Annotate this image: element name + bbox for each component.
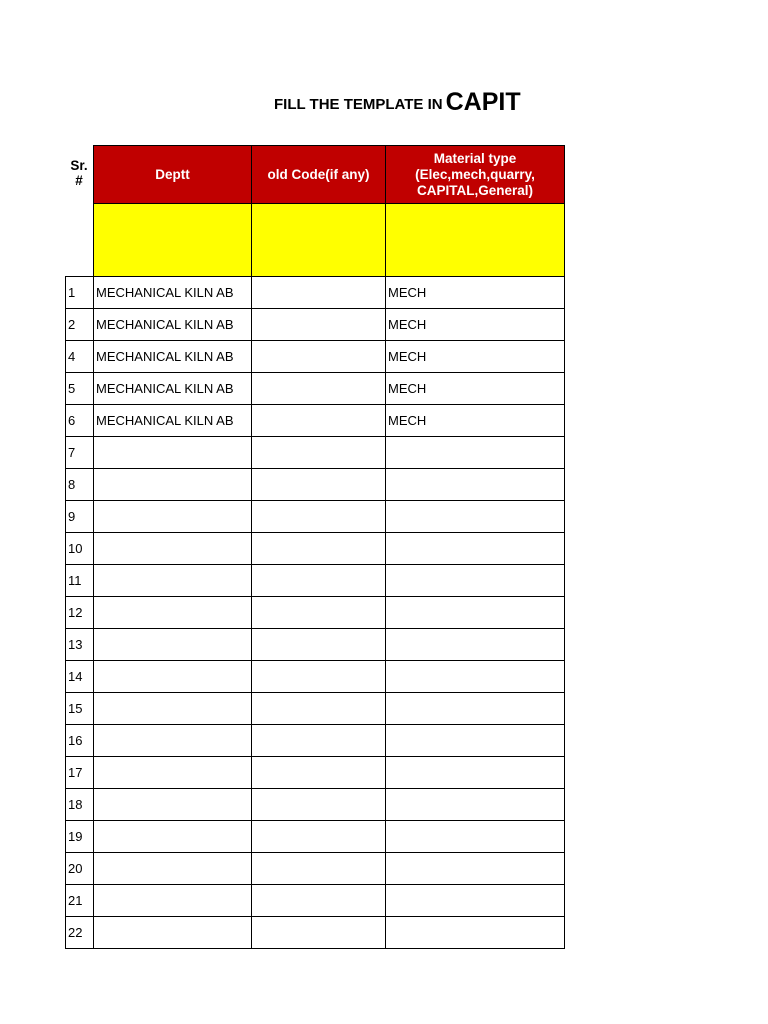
old-code-cell[interactable]: [252, 693, 386, 725]
deptt-cell[interactable]: [94, 821, 252, 853]
material-cell[interactable]: [386, 917, 565, 949]
header-old-code-label: old Code(if any): [267, 166, 370, 182]
deptt-cell[interactable]: [94, 469, 252, 501]
table-row: [66, 629, 565, 661]
sr-cell[interactable]: 16: [66, 725, 94, 757]
material-cell[interactable]: [386, 629, 565, 661]
deptt-cell[interactable]: [94, 565, 252, 597]
sr-cell[interactable]: 14: [66, 661, 94, 693]
header-material-type-line1: Material type: [433, 150, 517, 166]
sr-cell[interactable]: 22: [66, 917, 94, 949]
material-cell[interactable]: MECH: [386, 341, 565, 373]
sr-cell[interactable]: 13: [66, 629, 94, 661]
deptt-cell[interactable]: MECHANICAL KILN AB: [94, 309, 252, 341]
input-cell-material-type[interactable]: [385, 203, 565, 277]
deptt-cell[interactable]: [94, 789, 252, 821]
old-code-cell[interactable]: [252, 341, 386, 373]
deptt-cell[interactable]: [94, 853, 252, 885]
header-sr-line2: #: [75, 173, 83, 188]
material-cell[interactable]: [386, 821, 565, 853]
table-row: [66, 373, 565, 405]
old-code-cell[interactable]: [252, 437, 386, 469]
old-code-cell[interactable]: [252, 629, 386, 661]
header-old-code: [251, 145, 386, 204]
deptt-cell[interactable]: [94, 661, 252, 693]
old-code-cell[interactable]: [252, 405, 386, 437]
input-cell-old-code[interactable]: [251, 203, 386, 277]
deptt-cell[interactable]: MECHANICAL KILN AB: [94, 341, 252, 373]
old-code-cell[interactable]: [252, 501, 386, 533]
old-code-cell[interactable]: [252, 725, 386, 757]
material-cell[interactable]: [386, 469, 565, 501]
header-material-type-line2: (Elec,mech,quarry,: [415, 166, 535, 182]
sr-cell[interactable]: 17: [66, 757, 94, 789]
old-code-cell[interactable]: [252, 853, 386, 885]
deptt-cell[interactable]: [94, 757, 252, 789]
sr-cell[interactable]: 5: [66, 373, 94, 405]
material-cell[interactable]: [386, 501, 565, 533]
old-code-cell[interactable]: [252, 821, 386, 853]
table-row: [66, 661, 565, 693]
title-highlight: CAPIT: [445, 88, 521, 116]
table-row: [66, 277, 565, 309]
deptt-cell[interactable]: [94, 917, 252, 949]
header-deptt-label: Deptt: [155, 166, 190, 182]
header-deptt: [93, 145, 252, 204]
input-cell-deptt[interactable]: [93, 203, 252, 277]
table-row: [66, 469, 565, 501]
sr-cell[interactable]: 21: [66, 885, 94, 917]
table-row: [66, 565, 565, 597]
sr-cell[interactable]: 11: [66, 565, 94, 597]
sr-cell[interactable]: 8: [66, 469, 94, 501]
deptt-cell[interactable]: [94, 693, 252, 725]
old-code-cell[interactable]: [252, 917, 386, 949]
sr-cell[interactable]: 4: [66, 341, 94, 373]
table-row: [66, 501, 565, 533]
old-code-cell[interactable]: [252, 469, 386, 501]
title-prefix: FILL THE TEMPLATE IN: [274, 96, 443, 113]
old-code-cell[interactable]: [252, 533, 386, 565]
deptt-cell[interactable]: MECHANICAL KILN AB: [94, 405, 252, 437]
material-cell[interactable]: MECH: [386, 309, 565, 341]
material-cell[interactable]: [386, 885, 565, 917]
deptt-cell[interactable]: [94, 533, 252, 565]
old-code-cell[interactable]: [252, 565, 386, 597]
data-table: [65, 276, 565, 949]
old-code-cell[interactable]: [252, 277, 386, 309]
sr-cell[interactable]: 15: [66, 693, 94, 725]
material-cell[interactable]: MECH: [386, 405, 565, 437]
header-sr-number: [62, 158, 96, 188]
material-cell[interactable]: [386, 661, 565, 693]
deptt-cell[interactable]: [94, 501, 252, 533]
table-row: [66, 853, 565, 885]
deptt-cell[interactable]: [94, 437, 252, 469]
sr-cell[interactable]: 7: [66, 437, 94, 469]
sr-cell[interactable]: 19: [66, 821, 94, 853]
table-row: [66, 533, 565, 565]
table-row: [66, 405, 565, 437]
old-code-cell[interactable]: [252, 885, 386, 917]
material-cell[interactable]: [386, 725, 565, 757]
material-cell[interactable]: [386, 693, 565, 725]
sr-cell[interactable]: 6: [66, 405, 94, 437]
sr-cell[interactable]: 10: [66, 533, 94, 565]
table-row: [66, 693, 565, 725]
deptt-cell[interactable]: MECHANICAL KILN AB: [94, 373, 252, 405]
old-code-cell[interactable]: [252, 309, 386, 341]
table-row: [66, 757, 565, 789]
deptt-cell[interactable]: [94, 885, 252, 917]
material-cell[interactable]: [386, 789, 565, 821]
sr-cell[interactable]: 18: [66, 789, 94, 821]
sr-cell[interactable]: 9: [66, 501, 94, 533]
header-material-type: [385, 145, 565, 204]
table-row: [66, 341, 565, 373]
table-row: [66, 725, 565, 757]
material-cell[interactable]: [386, 853, 565, 885]
table-body: [66, 277, 565, 949]
material-cell[interactable]: [386, 437, 565, 469]
table-row: [66, 309, 565, 341]
page-title: [274, 88, 574, 122]
old-code-cell[interactable]: [252, 597, 386, 629]
table-row: [66, 821, 565, 853]
header-sr-line1: Sr.: [70, 158, 88, 173]
table-row: [66, 885, 565, 917]
material-cell[interactable]: MECH: [386, 373, 565, 405]
material-cell[interactable]: [386, 533, 565, 565]
table-row: [66, 917, 565, 949]
table-row: [66, 789, 565, 821]
deptt-cell[interactable]: MECHANICAL KILN AB: [94, 277, 252, 309]
old-code-cell[interactable]: [252, 789, 386, 821]
sr-cell[interactable]: 2: [66, 309, 94, 341]
header-material-type-line3: CAPITAL,General): [416, 182, 533, 198]
material-cell[interactable]: [386, 757, 565, 789]
material-cell[interactable]: MECH: [386, 277, 565, 309]
sr-cell[interactable]: 1: [66, 277, 94, 309]
table-row: [66, 597, 565, 629]
old-code-cell[interactable]: [252, 757, 386, 789]
sr-cell[interactable]: 20: [66, 853, 94, 885]
old-code-cell[interactable]: [252, 373, 386, 405]
table-row: [66, 437, 565, 469]
material-cell[interactable]: [386, 565, 565, 597]
deptt-cell[interactable]: [94, 597, 252, 629]
deptt-cell[interactable]: [94, 725, 252, 757]
deptt-cell[interactable]: [94, 629, 252, 661]
old-code-cell[interactable]: [252, 661, 386, 693]
sr-cell[interactable]: 12: [66, 597, 94, 629]
material-cell[interactable]: [386, 597, 565, 629]
